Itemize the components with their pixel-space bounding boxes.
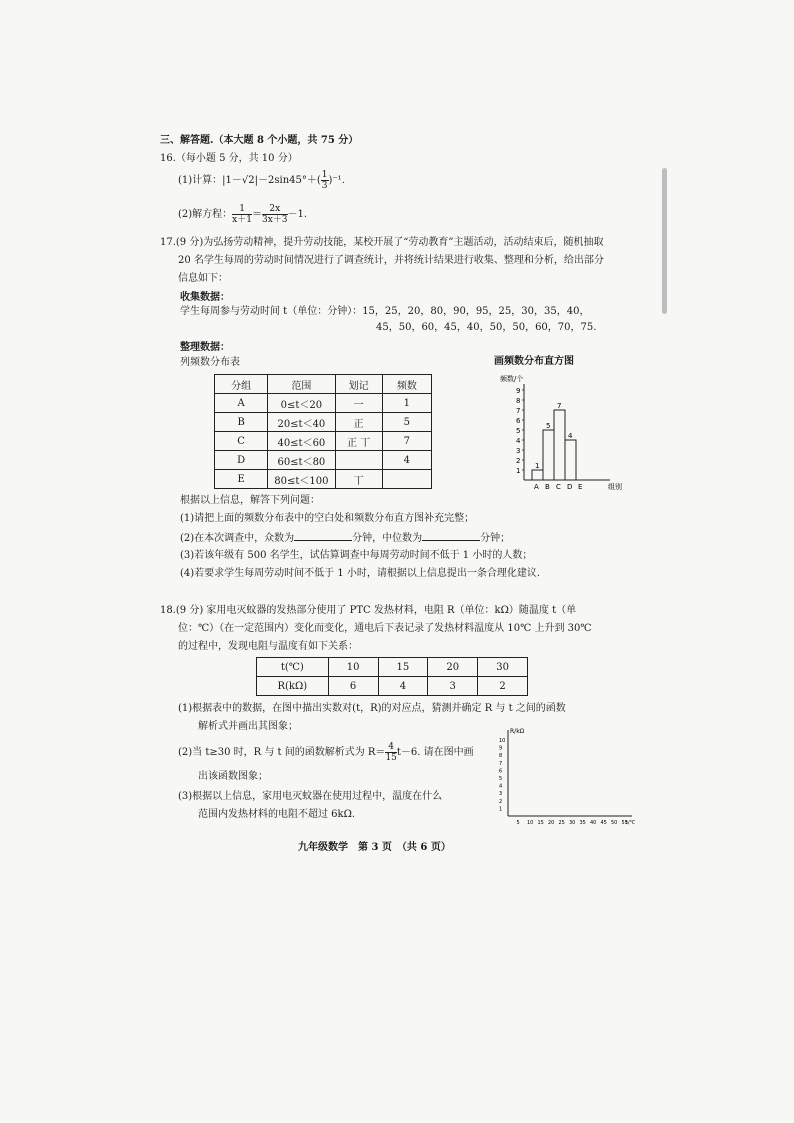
x-tick-label: 35 xyxy=(579,820,586,826)
y-tick-label: 8 xyxy=(516,397,521,405)
q18-part2-line-1 xyxy=(178,742,474,763)
q18-part2-line-2: 出该函数图象； xyxy=(198,771,268,782)
y-tick-label: 5 xyxy=(499,776,503,782)
fraction-denominator: 3x＋3 xyxy=(261,215,288,225)
q17-question-2 xyxy=(180,531,510,546)
resistance-table xyxy=(256,657,528,696)
q17-question-3: (3)若该年级有 500 名学生，试估算调查中每周劳动时间不低于 1 小时的人数； xyxy=(180,550,533,561)
histogram-bar xyxy=(532,470,543,480)
section-header: 三、解答题.（本大题 8 个小题，共 75 分） xyxy=(160,135,359,146)
q16-p2-fraction-right xyxy=(262,204,288,225)
table-cell: 20≤t＜40 xyxy=(268,413,335,432)
table-cell: 20 xyxy=(428,658,478,677)
fraction-denominator: x＋1 xyxy=(232,215,252,225)
y-tick-label: 2 xyxy=(516,457,521,465)
table-row xyxy=(215,470,432,489)
fraction-denominator: 3 xyxy=(321,181,328,191)
table-cell: 4 xyxy=(378,677,428,696)
table-row xyxy=(215,413,432,432)
q16-head: 16.（每小题 5 分，共 10 分） xyxy=(160,153,298,164)
x-axis-label: 组别 xyxy=(608,483,622,491)
x-tick-label: 10 xyxy=(527,820,534,826)
table-cell: A xyxy=(215,394,268,413)
x-tick-label: 15 xyxy=(537,820,544,826)
q17-question-4: (4)若要求学生每周劳动时间不低于 1 小时，请根据以上信息提出一条合理化建议. xyxy=(180,568,541,579)
q16-p1-suffix: )⁻¹. xyxy=(328,175,345,186)
table-cell: 80≤t＜100 xyxy=(268,470,335,489)
q16-p2-prefix: (2)解方程： xyxy=(178,209,233,220)
x-tick-label: 40 xyxy=(590,820,597,826)
q18-intro-line-3: 的过程中，发现电阻与温度有如下关系： xyxy=(178,641,358,652)
y-tick-label: 8 xyxy=(499,753,503,760)
q18-p2-prefix: (2)当 t≥30 时，R 与 t 间的函数解析式为 R＝ xyxy=(178,747,386,758)
fraction-numerator: 1 xyxy=(321,170,328,180)
table-cell: 10 xyxy=(328,658,378,677)
table-cell: 7 xyxy=(382,432,431,451)
table-cell: 60≤t＜80 xyxy=(268,451,335,470)
x-tick-label: 45 xyxy=(600,820,607,826)
table-cell: 0≤t＜20 xyxy=(268,394,335,413)
fraction-denominator: 15 xyxy=(385,753,397,763)
q16-part1 xyxy=(178,170,345,191)
table-cell: 2 xyxy=(478,677,528,696)
y-tick-label: 1 xyxy=(499,806,503,813)
q18-intro-line-2: 位：℃）（在一定范围内）变化而变化，通电后下表记录了发热材料温度从 10℃ 上升到 30℃ xyxy=(178,623,592,634)
histogram-bar xyxy=(565,440,576,480)
x-tick-label: B xyxy=(545,483,550,491)
y-tick-label: 7 xyxy=(516,407,521,415)
q16-p2-suffix: －1. xyxy=(287,209,308,220)
y-axis-label: R/kΩ xyxy=(510,728,525,735)
q18-p2-suffix: t－6. 请在图中画 xyxy=(396,747,474,758)
q18-part1-line-2: 解析式并画出其图象； xyxy=(198,721,298,732)
x-tick-label: D xyxy=(567,483,573,491)
x-tick-label: E xyxy=(578,483,583,491)
table-header-cell: 划记 xyxy=(335,375,382,394)
x-axis-label: t/℃ xyxy=(626,820,636,826)
x-tick-label: 50 xyxy=(611,820,618,826)
q17-intro-line-3: 信息如下： xyxy=(178,273,228,284)
page-footer: 九年级数学 第 3 页 （共 6 页） xyxy=(298,842,451,853)
q18-p2-fraction xyxy=(385,742,396,763)
table-header-cell: 频数 xyxy=(382,375,431,394)
table-row xyxy=(215,451,432,470)
y-tick-label: 5 xyxy=(516,427,521,435)
organize-title: 整理数据： xyxy=(180,342,230,353)
table-cell: D xyxy=(215,451,268,470)
q17-intro-line-1: 17.(9 分)为弘扬劳动精神，提升劳动技能，某校开展了“劳动教育”主题活动，活动结束后，随机抽取 xyxy=(160,237,604,248)
table-row xyxy=(215,432,432,451)
histogram-chart xyxy=(498,372,634,494)
table-cell: C xyxy=(215,432,268,451)
q18-part3-line-1: (3)根据以上信息，家用电灭蚊器在使用过程中，温度在什么 xyxy=(178,791,443,802)
frequency-table-title: 列频数分布表 xyxy=(180,357,240,368)
table-cell: E xyxy=(215,470,268,489)
median-answer-blank xyxy=(422,531,480,541)
q17-intro-line-2: 20 名学生每周的劳动时间情况进行了调查统计，并将统计结果进行收集、整理和分析，给出部分 xyxy=(178,255,604,266)
table-cell xyxy=(382,470,431,489)
x-tick-label: 25 xyxy=(558,820,565,826)
fraction-numerator: 1 xyxy=(232,204,252,215)
collect-line-1: 学生每周参与劳动时间 t（单位：分钟）：15，25，20，80，90，95，25，30，35，40， xyxy=(180,306,590,317)
q16-p2-equals: ＝ xyxy=(251,209,262,220)
y-axis-label: 频数/个 xyxy=(500,375,524,383)
y-tick-label: 6 xyxy=(516,417,521,425)
q17-q2-part-c: 分钟； xyxy=(480,533,511,544)
x-tick-label: 5 xyxy=(516,820,520,826)
table-cell: 1 xyxy=(382,394,431,413)
q17-instruction: 根据以上信息，解答下列问题： xyxy=(180,495,320,506)
q17-question-1: (1)请把上面的频数分布表中的空白处和频数分布直方图补充完整； xyxy=(180,513,475,524)
table-header-cell: 分组 xyxy=(215,375,268,394)
y-tick-label: 4 xyxy=(516,437,521,445)
q16-p2-fraction-left xyxy=(232,204,252,225)
x-tick-label: 20 xyxy=(548,820,555,826)
q17-q2-part-b: 分钟，中位数为 xyxy=(352,533,423,544)
table-cell: 3 xyxy=(428,677,478,696)
y-tick-label: 3 xyxy=(499,791,503,798)
table-header-row xyxy=(215,375,432,394)
table-header-cell: 范围 xyxy=(268,375,335,394)
y-tick-label: 3 xyxy=(516,447,521,455)
resistance-graph xyxy=(494,724,638,830)
y-tick-label: 2 xyxy=(499,798,503,805)
q17-q2-part-a: (2)在本次调查中，众数为 xyxy=(180,533,295,544)
y-tick-label: 9 xyxy=(499,745,503,752)
table-cell: 30 xyxy=(478,658,528,677)
x-tick-label: 30 xyxy=(569,820,576,826)
q18-part1-line-1: (1)根据表中的数据，在图中描出实数对(t，R)的对应点，猜测并确定 R 与 t 之间的函数 xyxy=(178,703,566,714)
frequency-table xyxy=(214,374,432,489)
bar-value-label: 4 xyxy=(568,432,573,440)
table-row xyxy=(257,658,528,677)
q18-part3-line-2: 范围内发热材料的电阻不超过 6kΩ. xyxy=(198,809,356,820)
table-cell: 正 丅 xyxy=(335,432,382,451)
histogram-bar xyxy=(543,430,554,480)
x-tick-label: C xyxy=(556,483,561,491)
scrollbar[interactable] xyxy=(662,168,667,314)
table-cell: 一 xyxy=(335,394,382,413)
histogram-bar xyxy=(554,410,565,480)
table-cell xyxy=(335,451,382,470)
fraction-numerator: 4 xyxy=(385,742,396,753)
table-row xyxy=(257,677,528,696)
table-cell: 丅 xyxy=(335,470,382,489)
q16-part2 xyxy=(178,204,307,225)
y-tick-label: 6 xyxy=(499,768,503,775)
bar-value-label: 5 xyxy=(546,422,551,430)
table-cell: t(℃) xyxy=(257,658,329,677)
table-cell: 15 xyxy=(378,658,428,677)
fraction-numerator: 2x xyxy=(262,204,288,215)
collect-line-2: 45，50，60，45，40，50，50，60，70，75. xyxy=(376,322,597,333)
x-tick-label: 55 xyxy=(621,820,628,826)
q16-p1-fraction xyxy=(321,170,329,191)
y-tick-label: 7 xyxy=(499,760,503,767)
table-cell: 正 xyxy=(335,413,382,432)
table-row xyxy=(215,394,432,413)
x-tick-label: A xyxy=(534,483,539,491)
mode-answer-blank xyxy=(294,531,352,541)
y-tick-label: 1 xyxy=(516,467,521,475)
table-cell: 40≤t＜60 xyxy=(268,432,335,451)
table-cell: R(kΩ) xyxy=(257,677,329,696)
collect-title: 收集数据： xyxy=(180,292,230,303)
bar-value-label: 1 xyxy=(535,462,540,470)
table-cell: 6 xyxy=(328,677,378,696)
bar-value-label: 7 xyxy=(557,402,562,410)
table-cell: B xyxy=(215,413,268,432)
histogram-title: 画频数分布直方图 xyxy=(494,356,574,367)
q18-intro-line-1: 18.(9 分) 家用电灭蚊器的发热部分使用了 PTC 发热材料，电阻 R（单位：kΩ）随温度 t（单 xyxy=(160,605,577,616)
y-tick-label: 10 xyxy=(499,738,506,744)
table-cell: 5 xyxy=(382,413,431,432)
table-cell: 4 xyxy=(382,451,431,470)
q16-p1-prefix: (1)计算：|1－√2|－2sin45°＋( xyxy=(178,175,321,186)
y-tick-label: 4 xyxy=(499,783,503,790)
y-tick-label: 9 xyxy=(516,387,521,395)
